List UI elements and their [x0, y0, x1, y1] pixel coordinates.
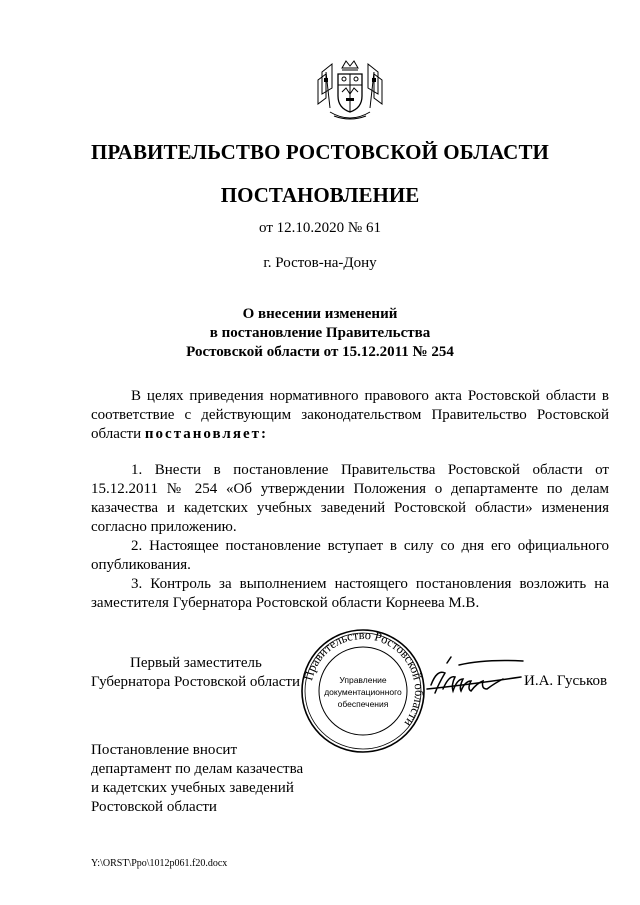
- document-city: г. Ростов-на-Дону: [263, 255, 377, 271]
- signatory-position-line: Первый заместитель: [130, 655, 262, 671]
- document-type-title: ПОСТАНОВЛЕНИЕ: [220, 183, 420, 207]
- signatory-position-line: Губернатора Ростовской области: [91, 674, 301, 690]
- decree-items: [91, 461, 609, 613]
- file-path-footer: Y:\ORST\Ppo\1012p061.f20.docx: [91, 858, 228, 869]
- introducer-note: [91, 741, 303, 817]
- document-subject: [0, 305, 640, 362]
- handwritten-signature: [425, 655, 525, 700]
- introducer-line: Ростовской области: [91, 799, 217, 815]
- signatory-position: [91, 654, 300, 692]
- preamble-text: В целях приведения нормативного правового акта Ростовской области в соответствие с действующим законодательством Правительство Ростовской области: [91, 388, 609, 442]
- introducer-line: и кадетских учебных заведений: [91, 780, 294, 796]
- signatory-name: И.А. Гуськов: [524, 673, 608, 689]
- introducer-line: департамент по делам казачества: [91, 761, 304, 777]
- stamp-outer-text: Правительство Ростовской области: [301, 628, 426, 730]
- decree-item: 1. Внести в постановление Правительства Ростовской области от 15.12.2011 № 254 «Об утверждении Положения о департаменте по делам казачества и кадетских учебных заведений Ростовской области» изменения согласно приложению.: [91, 462, 609, 535]
- document-date-number: от 12.10.2020 № 61: [259, 220, 381, 236]
- government-title: ПРАВИТЕЛЬСТВО РОСТОВСКОЙ ОБЛАСТИ: [91, 140, 549, 164]
- subject-line: в постановление Правительства: [209, 325, 431, 341]
- decree-item: 3. Контроль за выполнением настоящего постановления возложить на заместителя Губернатора Ростовской области Корнеева М.В.: [91, 576, 609, 611]
- stamp-inner-line: Управление: [339, 675, 387, 685]
- stamp-inner-line: документационного: [324, 687, 402, 697]
- subject-line: Ростовской области от 15.12.2011 № 254: [186, 344, 454, 360]
- decree-item: 2. Настоящее постановление вступает в силу со дня его официального опубликования.: [91, 538, 609, 573]
- decree-word: постановляет:: [144, 426, 268, 442]
- subject-line: О внесении изменений: [242, 306, 398, 322]
- preamble: [91, 387, 609, 444]
- coat-of-arms-emblem: [316, 58, 384, 124]
- official-stamp: [300, 628, 426, 754]
- stamp-inner-line: обеспечения: [337, 699, 389, 709]
- introducer-line: Постановление вносит: [91, 742, 238, 758]
